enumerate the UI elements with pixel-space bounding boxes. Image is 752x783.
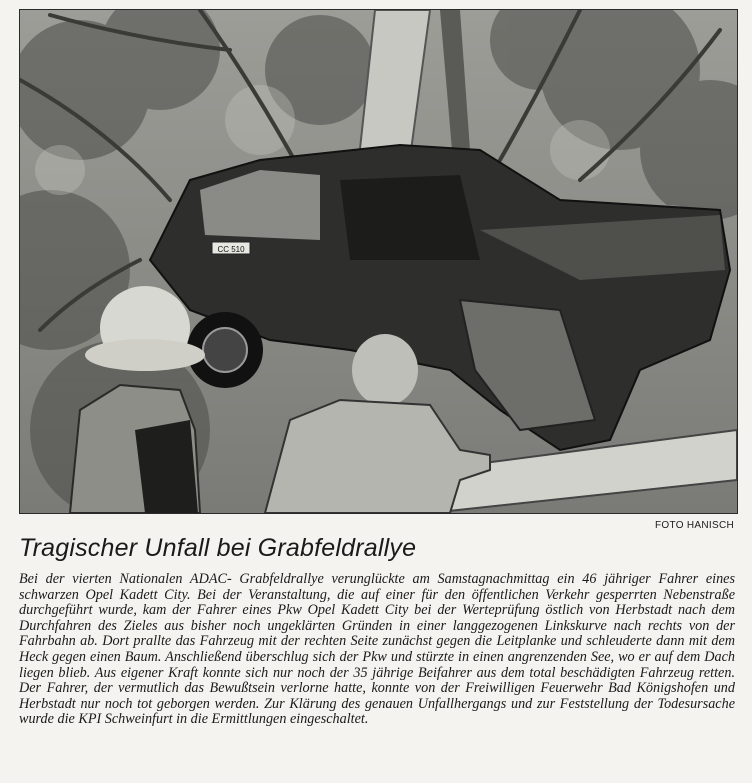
article-body: Bei der vierten Nationalen ADAC- Grabfeldrallye verunglückte am Samstagnachmittag ein 46 jähriger Fahrer eines schwarzen Opel Kadett City. Bei der Veranstaltung, die auf einer für den öffentlichen Verkehr gesperrten Nebenstraße durchgeführt wurde, kam der Fahrer eines Pkw Opel Kadett City bei der Werteprüfung östlich von Herbstadt nach dem Durchfahren des Zieles aus bisher noch ungeklärten Gründen in einer langgezogenen Linkskurve nach rechts von der Fahrbahn ab. Dort prallte das Fahrzeug mit der rechten Seite zunächst gegen die Leitplanke und schleuderte dann mit dem Heck gegen einen Baum. Anschließend überschlug sich der Pkw und stürzte in einen angrenzenden See, wo er auf dem Dach liegen blieb. Aus eigener Kraft konnte sich nur noch der 35 jährige Beifahrer aus dem total beschädigten Fahrzeug retten. Der Fahrer, der vermutlich das Bewußtsein verlorne hatte, konnte von der Freiwilligen Feuerwehr Bad Königshofen und Herbstadt nur noch tot geborgen werden. Zur Klärung des genauen Unfallhergangs und zur Feststellung der Todesursache wurde die KPI Schweinfurt in die Ermittlungen eingeschaltet. xyxy=(19,571,735,728)
license-plate: CC 510 xyxy=(217,245,245,254)
article-headline: Tragischer Unfall bei Grabfeldrallye xyxy=(19,534,417,562)
news-photo xyxy=(19,9,738,514)
photo-credit: FOTO HANISCH xyxy=(655,520,734,531)
